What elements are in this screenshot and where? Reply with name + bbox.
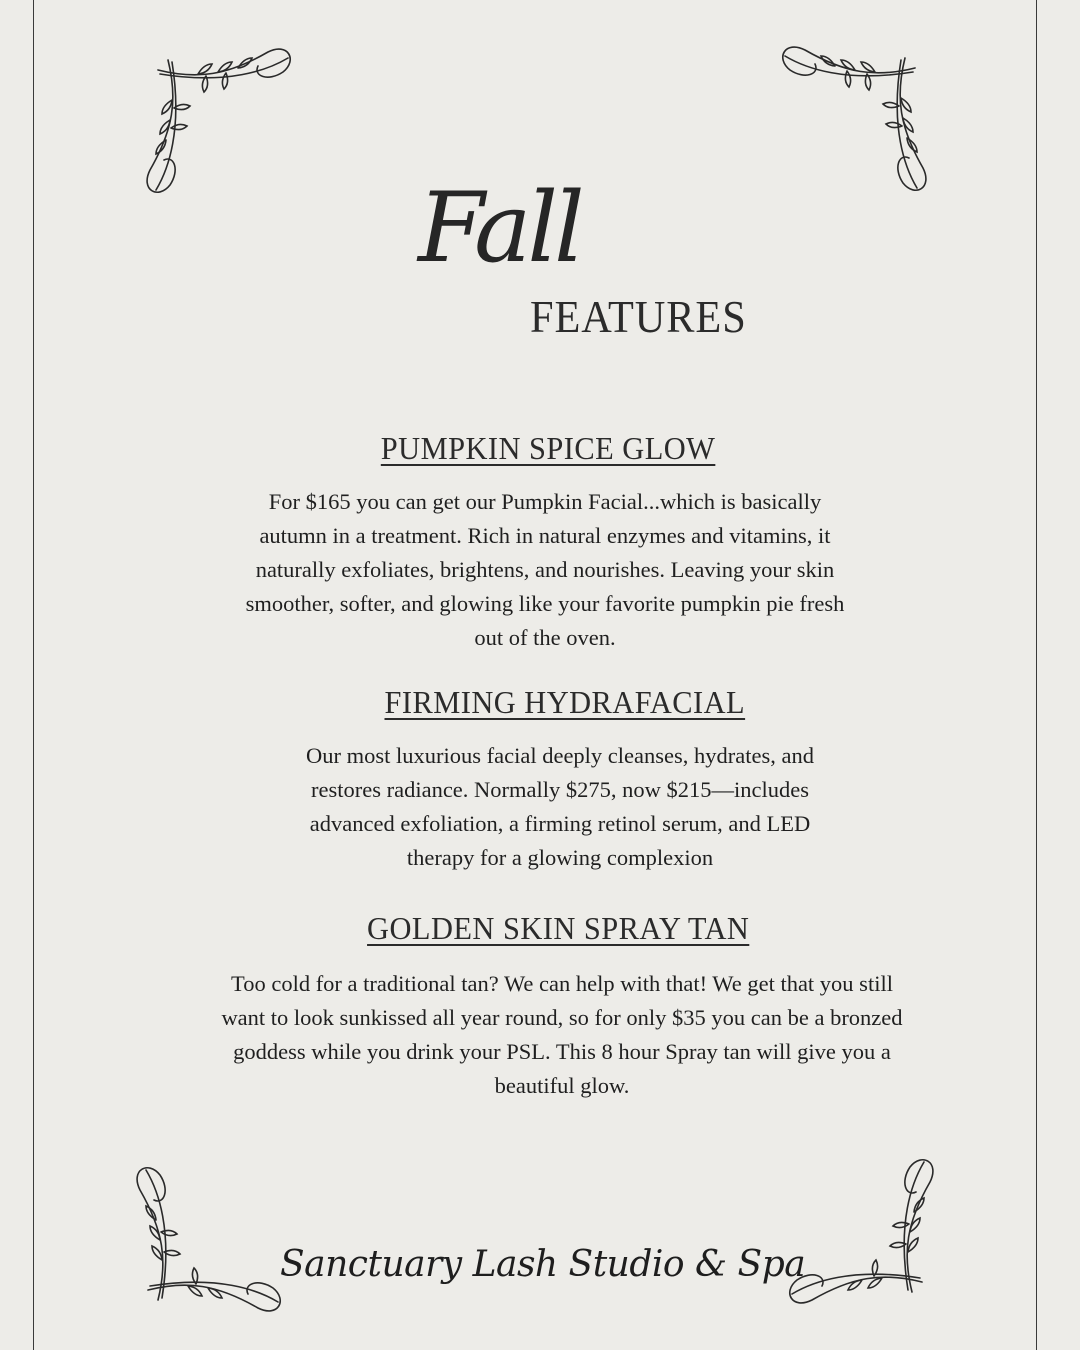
feature-section-spray-tan <box>0 910 1080 1103</box>
left-border-line <box>33 0 34 1350</box>
title-features: FEATURES <box>530 291 747 342</box>
brand-signature: Sanctuary Lash Studio & Spa <box>280 1244 806 1285</box>
right-border-line <box>1036 0 1037 1350</box>
bottom-left-flourish-ornament <box>128 1160 288 1320</box>
section-heading: GOLDEN SKIN SPRAY TAN <box>366 910 750 946</box>
title-script-fall: Fall <box>418 172 581 284</box>
feature-section-pumpkin <box>0 430 1080 655</box>
section-description: Our most luxurious facial deeply cleanses, hydrates, and restores radiance. Normally $275, now $215—includes advanced exfoliation, a firming retinol serum, and LED therapy for a glowing complexion <box>306 743 814 870</box>
top-right-flourish-ornament <box>775 38 935 198</box>
feature-section-hydrafacial <box>0 684 1080 875</box>
section-description: Too cold for a traditional tan? We can help with that! We get that you still want to look sunkissed all year round, so for only $35 you can be a bronzed goddess while you drink your PSL. This 8 hour Spray tan will give you a beautiful glow. <box>221 971 903 1098</box>
section-heading: PUMPKIN SPICE GLOW <box>380 430 716 466</box>
section-heading: FIRMING HYDRAFACIAL <box>384 684 746 720</box>
top-left-flourish-ornament <box>138 40 298 200</box>
section-description: For $165 you can get our Pumpkin Facial...which is basically autumn in a treatment. Rich in natural enzymes and vitamins, it naturally exfoliates, brightens, and nourishes. Leaving your skin smoother, softer, and glowing like your favorite pumpkin pie fresh out of the oven. <box>245 489 845 650</box>
bottom-right-flourish-ornament <box>782 1152 942 1312</box>
